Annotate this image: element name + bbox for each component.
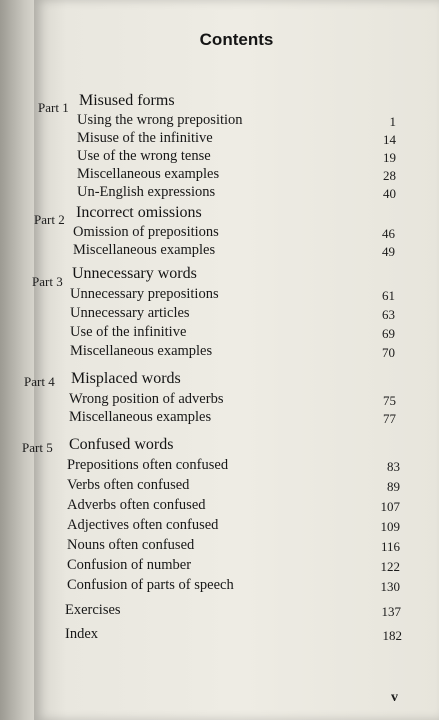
toc-page-number: 40: [383, 186, 396, 201]
toc-page-number: 75: [383, 393, 396, 408]
toc-page-number: 61: [382, 288, 395, 303]
toc-page-number: 130: [380, 579, 400, 594]
part-1-title: Misused forms: [79, 92, 175, 109]
toc-entry: Miscellaneous examples: [77, 166, 220, 182]
toc-entry: Use of the wrong tense: [77, 148, 211, 164]
page-folio: v: [391, 690, 398, 705]
part-5-title: Confused words: [69, 436, 174, 453]
page-title: Contents: [199, 30, 274, 49]
part-2-title: Incorrect omissions: [76, 204, 202, 221]
toc-entry: Prepositions often confused: [67, 457, 229, 473]
toc-page-number: 1: [389, 114, 396, 129]
toc-page-number: 69: [382, 326, 395, 341]
toc-page-number: 28: [383, 168, 396, 183]
toc-entry: Unnecessary prepositions: [70, 286, 219, 302]
toc-entry: Nouns often confused: [67, 537, 195, 553]
toc-entry-exercises: Exercises: [65, 602, 121, 618]
toc-entry: Unnecessary articles: [70, 305, 190, 321]
toc-entry: Miscellaneous examples: [69, 409, 212, 425]
toc-entry: Omission of prepositions: [73, 224, 219, 240]
part-4-label: Part 4: [24, 374, 55, 389]
toc-entry: Wrong position of adverbs: [69, 391, 224, 407]
toc-page-number: 70: [382, 345, 395, 360]
part-4-title: Misplaced words: [71, 370, 181, 387]
toc-entry: Verbs often confused: [67, 477, 190, 493]
toc-page-number: 107: [380, 499, 400, 514]
toc-page-number: 19: [383, 150, 396, 165]
toc-page-number: 46: [382, 226, 395, 241]
part-3-title: Unnecessary words: [72, 265, 197, 282]
toc-entry: Miscellaneous examples: [70, 343, 213, 359]
toc-page-number: 89: [387, 479, 400, 494]
toc-page-number: 116: [380, 539, 400, 554]
toc-entry: Using the wrong preposition: [77, 112, 243, 128]
toc-page-number: 14: [383, 132, 396, 147]
toc-page-number: 63: [382, 307, 395, 322]
contents-page: [22, 0, 439, 720]
part-5-label: Part 5: [22, 440, 53, 455]
toc-page-number: 182: [382, 628, 402, 643]
toc-page-number: 109: [380, 519, 400, 534]
toc-entry: Adjectives often confused: [67, 517, 219, 533]
toc-entry-index: Index: [65, 626, 99, 642]
toc-entry: Confusion of number: [67, 557, 192, 573]
toc-entry: Confusion of parts of speech: [67, 577, 234, 593]
toc-page-number: 122: [380, 559, 400, 574]
toc-entry: Use of the infinitive: [70, 324, 187, 340]
toc-page-number: 49: [382, 244, 395, 259]
toc-page-number: 83: [387, 459, 400, 474]
toc-page-number: 137: [381, 604, 401, 619]
toc-entry: Un-English expressions: [77, 184, 216, 200]
part-1-label: Part 1: [38, 100, 69, 115]
toc-entry: Miscellaneous examples: [73, 242, 216, 258]
part-3-label: Part 3: [32, 274, 63, 289]
toc-page-number: 77: [383, 411, 396, 426]
part-2-label: Part 2: [34, 212, 65, 227]
toc-entry: Adverbs often confused: [67, 497, 206, 513]
toc-entry: Misuse of the infinitive: [77, 130, 213, 146]
